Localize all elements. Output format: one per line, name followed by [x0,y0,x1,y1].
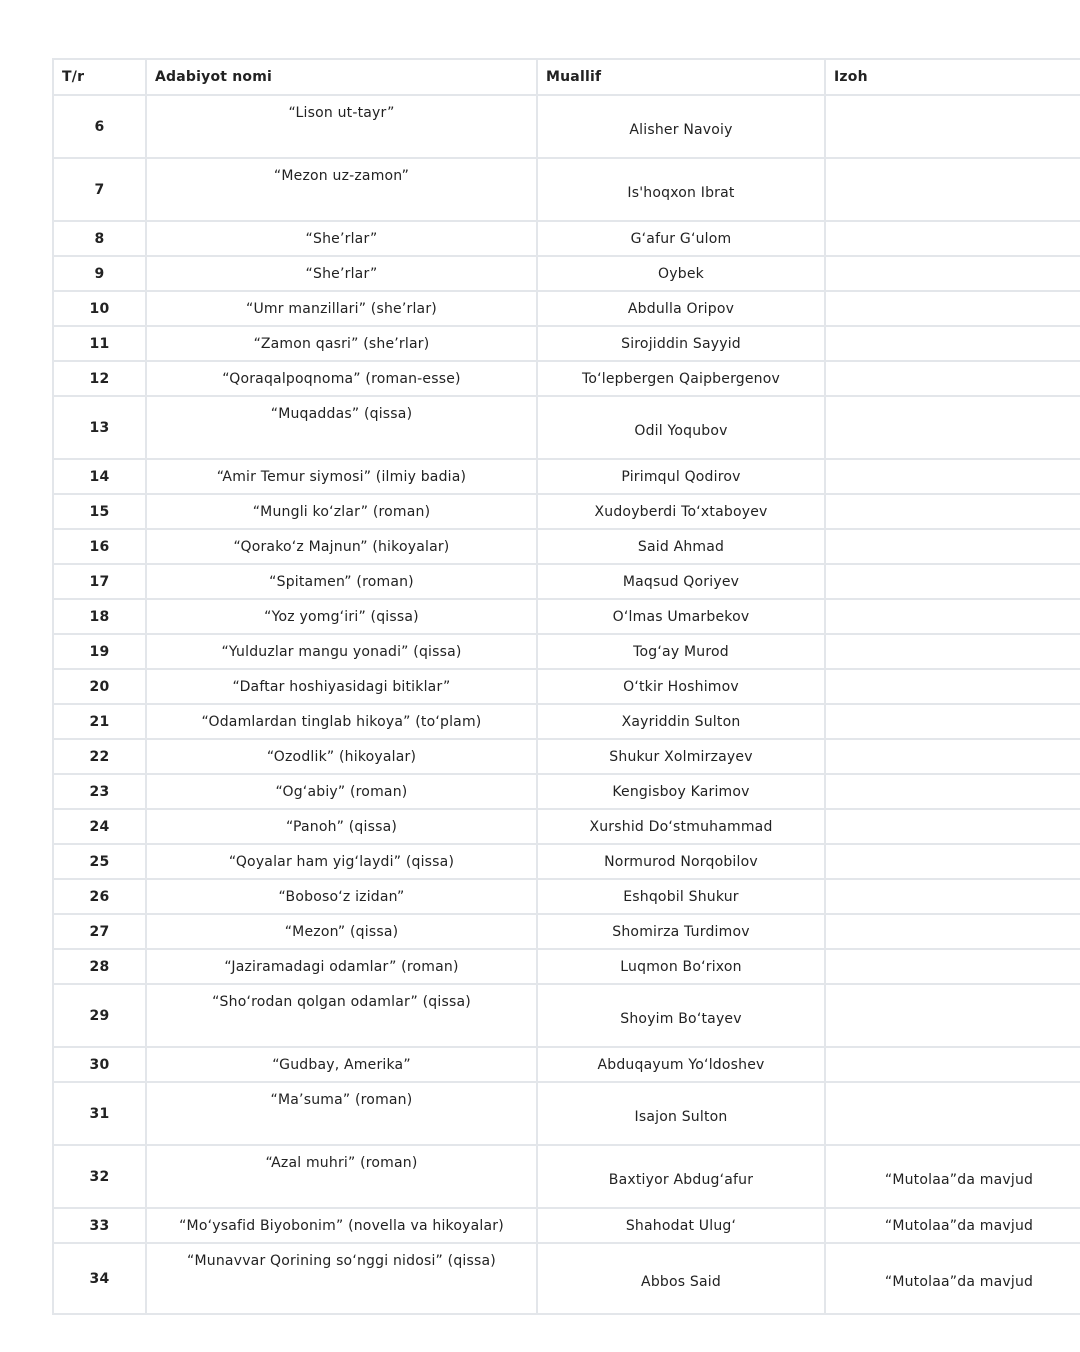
book-author: Abduqayum Yo‘ldoshev [537,1047,825,1082]
row-number: 6 [53,95,146,158]
row-number: 16 [53,529,146,564]
book-title: “Panoh” (qissa) [146,809,537,844]
book-title: “Mezon uz-zamon” [146,158,537,221]
table-row [53,396,1080,459]
book-title: “Qoraqalpoqnoma” (roman-esse) [146,361,537,396]
header-note: Izoh [825,59,1080,95]
table-row [53,1208,1080,1243]
table-row [53,984,1080,1047]
book-note [825,221,1080,256]
book-title: “Spitamen” (roman) [146,564,537,599]
row-number: 9 [53,256,146,291]
table-row [53,256,1080,291]
row-number: 33 [53,1208,146,1243]
book-note: “Mutolaa”da mavjud [825,1243,1080,1314]
row-number: 26 [53,879,146,914]
book-title: “She’rlar” [146,256,537,291]
row-number: 28 [53,949,146,984]
row-number: 10 [53,291,146,326]
book-author: Tog‘ay Murod [537,634,825,669]
book-title: “Odamlardan tinglab hikoya” (to‘plam) [146,704,537,739]
book-title: “Amir Temur siymosi” (ilmiy badia) [146,459,537,494]
book-author: Xayriddin Sulton [537,704,825,739]
book-note: “Mutolaa”da mavjud [825,1208,1080,1243]
book-title: “Og‘abiy” (roman) [146,774,537,809]
book-note [825,326,1080,361]
row-number: 11 [53,326,146,361]
book-note [825,396,1080,459]
book-note [825,361,1080,396]
table-row [53,326,1080,361]
book-author: O‘tkir Hoshimov [537,669,825,704]
book-author: To‘lepbergen Qaipbergenov [537,361,825,396]
book-note [825,774,1080,809]
book-note [825,158,1080,221]
book-title: “Boboso‘z izidan” [146,879,537,914]
book-title: “She’rlar” [146,221,537,256]
book-note [825,739,1080,774]
header-title: Adabiyot nomi [146,59,537,95]
header-row [53,59,1080,95]
book-title: “Jaziramadagi odamlar” (roman) [146,949,537,984]
book-title: “Munavvar Qorining so‘nggi nidosi” (qissa) [146,1243,537,1314]
table-row [53,158,1080,221]
table-row [53,669,1080,704]
book-note [825,1047,1080,1082]
book-author: Shahodat Ulug‘ [537,1208,825,1243]
row-number: 23 [53,774,146,809]
table-row [53,844,1080,879]
book-title: “Muqaddas” (qissa) [146,396,537,459]
table-row [53,221,1080,256]
table-row [53,879,1080,914]
book-note [825,669,1080,704]
book-note [825,95,1080,158]
table-row [53,809,1080,844]
row-number: 17 [53,564,146,599]
book-author: Is'hoqxon Ibrat [537,158,825,221]
book-author: Abdulla Oripov [537,291,825,326]
table-body [53,95,1080,1314]
row-number: 25 [53,844,146,879]
book-note [825,529,1080,564]
row-number: 30 [53,1047,146,1082]
book-author: Xurshid Do‘stmuhammad [537,809,825,844]
table-row [53,704,1080,739]
book-author: Pirimqul Qodirov [537,459,825,494]
book-title: “Yoz yomg‘iri” (qissa) [146,599,537,634]
table-row [53,739,1080,774]
book-note [825,949,1080,984]
book-author: Isajon Sulton [537,1082,825,1145]
book-author: Shukur Xolmirzayev [537,739,825,774]
row-number: 20 [53,669,146,704]
book-title: “Yulduzlar mangu yonadi” (qissa) [146,634,537,669]
book-title: “Qoyalar ham yig‘laydi” (qissa) [146,844,537,879]
book-note [825,459,1080,494]
book-author: Said Ahmad [537,529,825,564]
book-author: Luqmon Bo‘rixon [537,949,825,984]
book-author: Normurod Norqobilov [537,844,825,879]
header-number: T/r [53,59,146,95]
book-note [825,914,1080,949]
row-number: 19 [53,634,146,669]
book-note [825,564,1080,599]
table-row [53,95,1080,158]
book-note [825,256,1080,291]
literature-table [52,58,1080,1315]
table-row [53,914,1080,949]
book-note [825,809,1080,844]
book-author: Oybek [537,256,825,291]
table-row [53,1243,1080,1314]
table-row [53,564,1080,599]
table-row [53,949,1080,984]
table-row [53,634,1080,669]
book-note [825,1082,1080,1145]
table-row [53,291,1080,326]
book-title: “Zamon qasri” (she’rlar) [146,326,537,361]
book-note: “Mutolaa”da mavjud [825,1145,1080,1208]
book-note [825,984,1080,1047]
book-note [825,704,1080,739]
table-row [53,529,1080,564]
book-note [825,844,1080,879]
row-number: 27 [53,914,146,949]
book-title: “Umr manzillari” (she’rlar) [146,291,537,326]
row-number: 15 [53,494,146,529]
row-number: 7 [53,158,146,221]
book-author: Odil Yoqubov [537,396,825,459]
book-note [825,291,1080,326]
book-title: “Ma’suma” (roman) [146,1082,537,1145]
table-row [53,1145,1080,1208]
row-number: 8 [53,221,146,256]
table-row [53,459,1080,494]
book-note [825,634,1080,669]
book-title: “Azal muhri” (roman) [146,1145,537,1208]
book-note [825,494,1080,529]
book-author: G‘afur G‘ulom [537,221,825,256]
row-number: 22 [53,739,146,774]
row-number: 34 [53,1243,146,1314]
book-title: “Gudbay, Amerika” [146,1047,537,1082]
book-author: Abbos Said [537,1243,825,1314]
book-title: “Mo‘ysafid Biyobonim” (novella va hikoyalar) [146,1208,537,1243]
book-author: Shomirza Turdimov [537,914,825,949]
book-note [825,879,1080,914]
book-author: Sirojiddin Sayyid [537,326,825,361]
table-row [53,494,1080,529]
row-number: 29 [53,984,146,1047]
row-number: 32 [53,1145,146,1208]
header-author: Muallif [537,59,825,95]
row-number: 14 [53,459,146,494]
book-title: “Qorako‘z Majnun” (hikoyalar) [146,529,537,564]
book-title: “Sho‘rodan qolgan odamlar” (qissa) [146,984,537,1047]
book-author: O‘lmas Umarbekov [537,599,825,634]
table-row [53,1047,1080,1082]
row-number: 12 [53,361,146,396]
table-row [53,599,1080,634]
book-title: “Mezon” (qissa) [146,914,537,949]
book-author: Kengisboy Karimov [537,774,825,809]
table-row [53,774,1080,809]
table-row [53,1082,1080,1145]
book-title: “Lison ut-tayr” [146,95,537,158]
book-author: Baxtiyor Abdug‘afur [537,1145,825,1208]
book-author: Eshqobil Shukur [537,879,825,914]
book-author: Maqsud Qoriyev [537,564,825,599]
row-number: 21 [53,704,146,739]
book-title: “Ozodlik” (hikoyalar) [146,739,537,774]
book-note [825,599,1080,634]
row-number: 18 [53,599,146,634]
row-number: 24 [53,809,146,844]
book-title: “Mungli ko‘zlar” (roman) [146,494,537,529]
book-title: “Daftar hoshiyasidagi bitiklar” [146,669,537,704]
table-row [53,361,1080,396]
book-author: Shoyim Bo‘tayev [537,984,825,1047]
book-author: Alisher Navoiy [537,95,825,158]
book-author: Xudoyberdi To‘xtaboyev [537,494,825,529]
row-number: 31 [53,1082,146,1145]
row-number: 13 [53,396,146,459]
